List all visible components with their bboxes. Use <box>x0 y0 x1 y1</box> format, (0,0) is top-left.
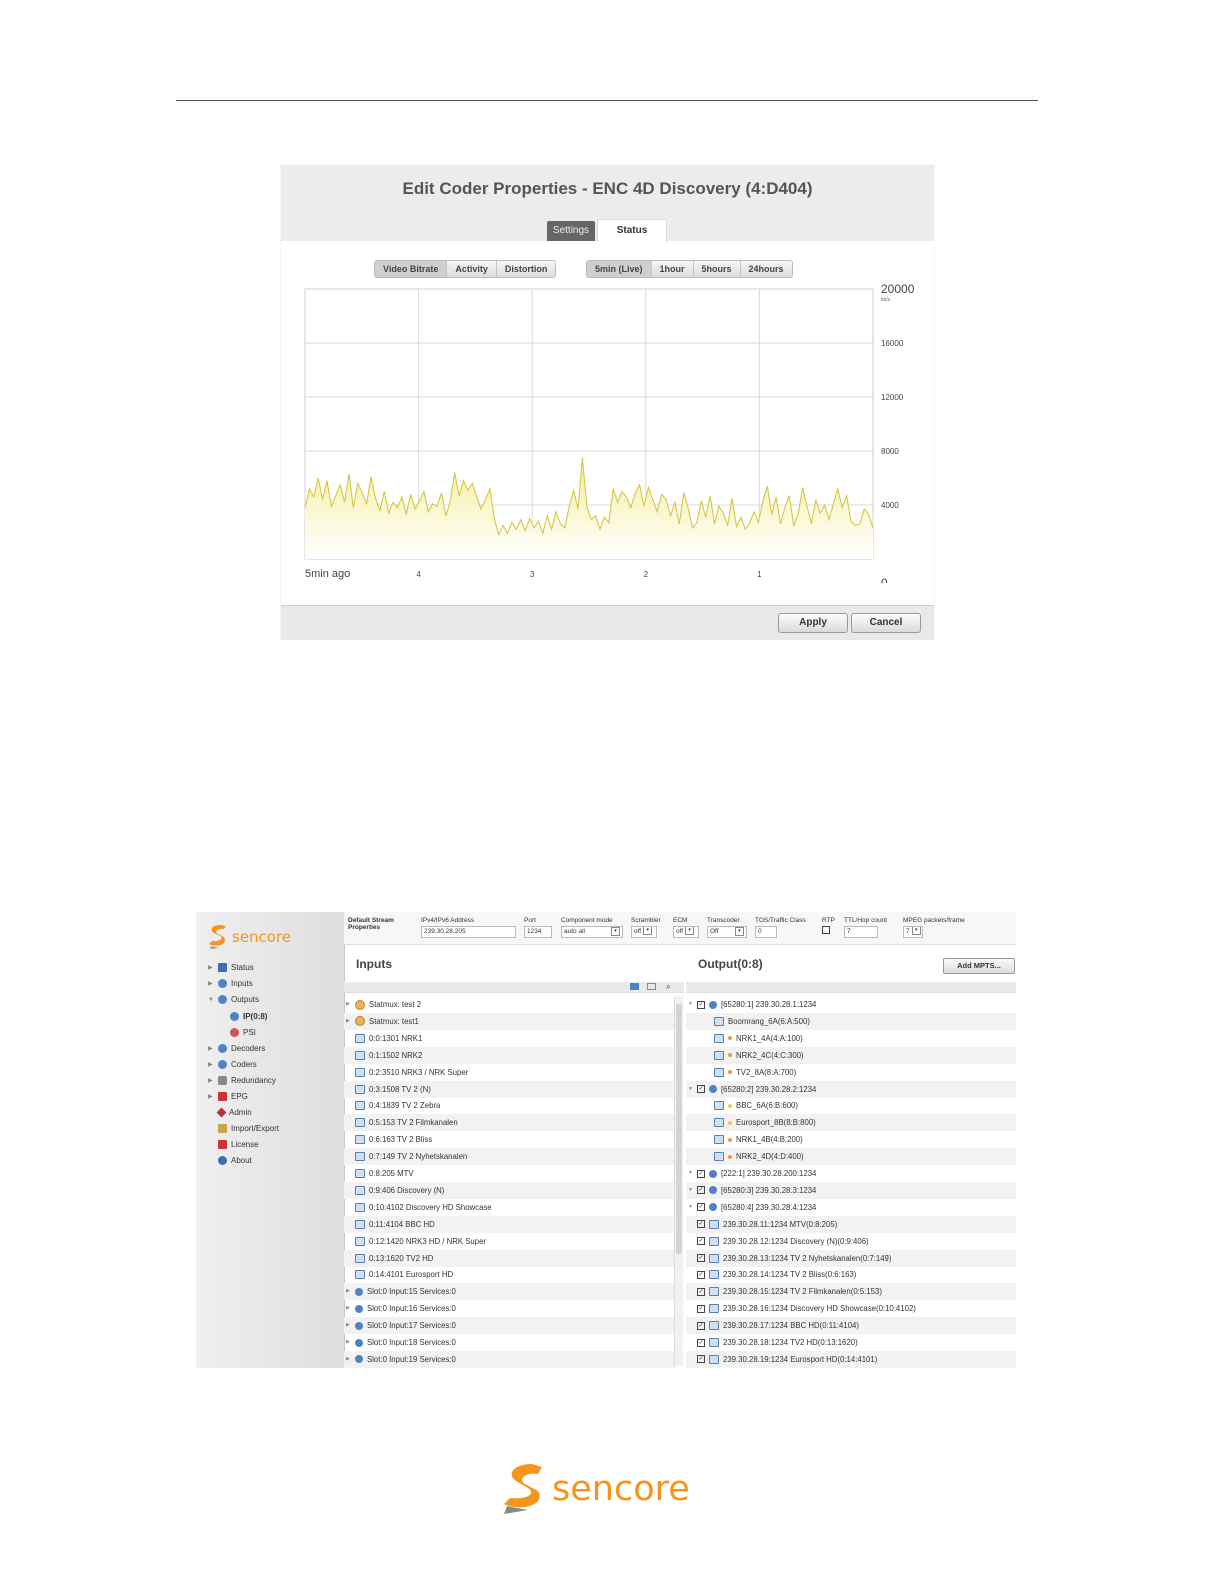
import-export-icon <box>218 1124 227 1133</box>
distortion-button[interactable]: Distortion <box>504 264 548 274</box>
edit-coder-dialog <box>281 165 934 639</box>
output-list-item[interactable] <box>686 1216 1016 1233</box>
output-list-label: NRK1_4A(4:A:100) <box>736 1033 803 1043</box>
input-list-label: 0:7:149 TV 2 Nyhetskanalen <box>369 1152 468 1162</box>
expand-arrow-icon[interactable]: ▼ <box>688 1203 693 1210</box>
input-list-item[interactable] <box>344 996 676 1013</box>
input-list-item[interactable] <box>344 1064 676 1081</box>
ip-label: IPv4/IPv6 Address <box>421 917 475 924</box>
tv-service-icon <box>355 1270 365 1279</box>
input-list-item[interactable] <box>344 1148 676 1165</box>
tv-service-icon <box>714 1135 724 1144</box>
ip-address-input[interactable]: 239.30.28.205 <box>421 926 516 938</box>
expand-arrow-icon[interactable]: ▶ <box>346 1017 350 1024</box>
input-slot-icon <box>355 1288 363 1296</box>
expand-arrow-icon[interactable]: ▶ <box>346 1288 350 1295</box>
ecm-label: ECM <box>673 917 688 924</box>
range-5min-button[interactable]: 5min (Live) <box>587 261 652 277</box>
dropdown-arrow-icon: ▾ <box>685 926 694 935</box>
expand-arrow-icon[interactable]: ▼ <box>688 1186 693 1193</box>
tv-service-icon <box>355 1101 365 1110</box>
scrambler-label: Scrambler <box>631 917 661 924</box>
rtp-label: RTP <box>822 917 835 924</box>
inputs-pane <box>344 952 684 1368</box>
y-tick-label: 8000 <box>881 447 899 456</box>
input-slot-icon <box>355 1339 363 1347</box>
transcoder-label: Transcoder <box>707 917 740 924</box>
nav-license[interactable]: License <box>208 1137 338 1152</box>
status-dot-icon <box>728 1036 732 1040</box>
tv-service-icon <box>355 1220 365 1229</box>
output-list-item[interactable] <box>686 1148 1016 1165</box>
output-list-label: 239.30.28.11:1234 MTV(0:8:205) <box>723 1219 838 1229</box>
output-list-label: 239.30.28.18:1234 TV2 HD(0:13:1620) <box>723 1338 858 1347</box>
output-checkbox[interactable]: ✓ <box>698 1221 704 1228</box>
component-mode-select[interactable]: auto all ▾ <box>561 926 623 938</box>
mpts-icon <box>709 1170 717 1178</box>
dropdown-arrow-icon: ▾ <box>611 927 620 936</box>
output-list-item[interactable] <box>686 1114 1016 1131</box>
output-list-label: [65280:1] 239.30.28.1:1234 <box>721 1000 817 1009</box>
input-list-label: 0:5:153 TV 2 Filmkanalen <box>369 1118 458 1128</box>
input-list-item[interactable] <box>344 1334 676 1351</box>
nav-decoders[interactable]: ▶ Decoders <box>208 1044 266 1053</box>
nav-psi[interactable]: PSI <box>230 1025 360 1040</box>
x-tick-label: 4 <box>416 570 421 579</box>
ttl-input[interactable]: 7 <box>844 926 878 938</box>
output-list-label: NRK2_4D(4:D:400) <box>736 1152 804 1162</box>
output-list-item[interactable] <box>686 1283 1016 1300</box>
output-list-item[interactable] <box>686 1317 1016 1334</box>
output-list-label: 239.30.28.17:1234 BBC HD(0:11:4104) <box>723 1321 859 1331</box>
expand-arrow-icon[interactable]: ▼ <box>688 1170 693 1176</box>
nav-about[interactable]: About <box>208 1153 338 1168</box>
output-list-label: TV2_8A(8:A:700) <box>736 1067 797 1077</box>
mpts-icon <box>709 1001 717 1009</box>
output-list-item[interactable] <box>686 996 1016 1013</box>
mpts-icon <box>709 1085 717 1093</box>
y-tick-label: 12000 <box>881 393 904 402</box>
expand-arrow-icon[interactable]: ▼ <box>688 1085 693 1092</box>
output-checkbox[interactable]: ✓ <box>698 1356 704 1363</box>
output-checkbox[interactable]: ✓ <box>698 1170 704 1177</box>
status-dot-icon <box>728 1121 732 1125</box>
nav-ip[interactable]: IP(0:8) <box>230 1009 360 1024</box>
tv-service-icon <box>355 1152 365 1161</box>
tv-service-icon <box>714 1051 724 1060</box>
nav-inputs[interactable]: ▶ Inputs <box>208 979 253 988</box>
nav-outputs[interactable]: ▼ Outputs <box>208 995 260 1004</box>
nav-redundancy[interactable]: ▶ Redundancy <box>208 1076 276 1085</box>
tv-service-icon <box>714 1034 724 1043</box>
input-list-item[interactable] <box>344 1351 676 1368</box>
bitrate-chart <box>301 283 921 583</box>
input-list-item[interactable] <box>344 1165 676 1182</box>
output-list-item[interactable] <box>686 1081 1016 1098</box>
nav-status[interactable]: ▶ Status <box>208 963 254 972</box>
input-list-label: 0:0:1301 NRK1 <box>369 1033 423 1043</box>
redundancy-icon <box>218 1076 227 1085</box>
output-checkbox[interactable]: ✓ <box>698 1305 704 1312</box>
status-dot-icon <box>728 1104 732 1108</box>
output-list-item[interactable] <box>686 1097 1016 1114</box>
input-list-item[interactable] <box>344 1233 676 1250</box>
tv-service-icon <box>714 1152 724 1161</box>
stream-properties-bar <box>344 912 1016 945</box>
output-checkbox[interactable]: ✓ <box>698 1288 704 1295</box>
input-list-label: 0:12:1420 NRK3 HD / NRK Super <box>369 1236 487 1246</box>
input-list-item[interactable] <box>344 1131 676 1148</box>
tv-service-icon <box>709 1220 719 1229</box>
input-slot-icon <box>355 1355 363 1363</box>
tab-settings[interactable]: Settings <box>547 221 595 241</box>
input-list-item[interactable] <box>344 1317 676 1334</box>
output-list-item[interactable] <box>686 1030 1016 1047</box>
mpts-icon <box>709 1203 717 1211</box>
output-list-item[interactable] <box>686 1165 1016 1182</box>
input-list-label: 0:6:163 TV 2 Bliss <box>369 1135 433 1145</box>
tv-service-icon <box>355 1051 365 1060</box>
tv-service-icon <box>714 1118 724 1127</box>
range-24hours-button[interactable]: 24hours <box>748 264 784 274</box>
input-list-item[interactable] <box>344 1283 676 1300</box>
tv-service-icon <box>355 1118 365 1127</box>
input-list-label: Statmux: test1 <box>369 1016 419 1026</box>
output-list-label: 239.30.28.14:1234 TV 2 Bliss(0:6:163) <box>723 1270 857 1280</box>
tv-service-icon <box>355 1034 365 1043</box>
tv-service-icon <box>355 1169 365 1178</box>
tv-service-icon <box>709 1338 719 1347</box>
dropdown-arrow-icon: ▾ <box>735 927 744 936</box>
tv-service-icon <box>355 1186 365 1195</box>
y-axis-unit: kb/s <box>881 297 891 303</box>
output-checkbox[interactable]: ✓ <box>698 1255 704 1261</box>
output-checkbox[interactable]: ✓ <box>698 1086 704 1092</box>
output-list-label: [65280:4] 239.30.28.4:1234 <box>721 1202 817 1212</box>
output-list-label: 239.30.28.16:1234 Discovery HD Showcase(0:10:4102) <box>723 1304 916 1314</box>
output-list-item[interactable] <box>686 1013 1016 1030</box>
ip-icon <box>230 1012 239 1021</box>
tv-service-icon <box>709 1254 719 1263</box>
output-list-item[interactable] <box>686 1351 1016 1368</box>
output-list-label: [222:1] 239.30.28.200:1234 <box>721 1169 817 1178</box>
license-icon <box>218 1140 227 1149</box>
x-tick-label: 5min ago <box>305 568 351 580</box>
tv-service-icon <box>709 1270 719 1279</box>
output-checkbox[interactable]: ✓ <box>698 1238 704 1245</box>
input-list-label: 0:1:1502 NRK2 <box>369 1050 423 1060</box>
about-icon <box>218 1156 227 1165</box>
tv-service-icon <box>355 1135 365 1144</box>
output-list-item[interactable] <box>686 1266 1016 1283</box>
input-list-item[interactable] <box>344 1114 676 1131</box>
outputs-title: Output(0:8) <box>698 957 763 971</box>
tv-service-icon <box>709 1321 719 1330</box>
status-dot-icon <box>728 1070 732 1074</box>
output-checkbox[interactable]: ✓ <box>698 1187 704 1194</box>
input-slot-icon <box>355 1305 363 1313</box>
output-checkbox[interactable]: ✓ <box>698 1271 704 1278</box>
input-list-label: 0:8:205 MTV <box>369 1169 414 1178</box>
output-list-label: [65280:2] 239.30.28.2:1234 <box>721 1084 817 1094</box>
output-list-item[interactable] <box>686 1199 1016 1216</box>
collapse-icon[interactable] <box>647 983 656 990</box>
output-list-item[interactable] <box>686 1047 1016 1064</box>
sencore-logo-small <box>206 922 306 952</box>
range-1hour-button[interactable]: 1hour <box>652 261 694 277</box>
dropdown-arrow-icon: ▾ <box>912 926 921 935</box>
output-checkbox[interactable]: ✓ <box>698 1001 704 1008</box>
input-list-label: 0:9:406 Discovery (N) <box>369 1185 445 1195</box>
input-list-label: Slot:0 Input:17 Services:0 <box>367 1321 456 1331</box>
tv-service-icon <box>355 1237 365 1246</box>
expand-arrow-icon[interactable]: ▶ <box>346 1339 350 1345</box>
inputs-icon <box>218 979 227 988</box>
tv-service-icon <box>355 1068 365 1077</box>
logo-small-text: sencore <box>232 928 292 946</box>
dialog-header <box>281 165 934 241</box>
output-list-item[interactable] <box>686 1182 1016 1199</box>
apply-button[interactable]: Apply <box>778 613 848 633</box>
coders-icon <box>218 1060 227 1069</box>
dialog-footer <box>281 605 934 640</box>
activity-button[interactable]: Activity <box>447 261 497 277</box>
input-list-label: 0:14:4101 Eurosport HD <box>369 1270 454 1280</box>
inputs-title: Inputs <box>356 957 392 971</box>
input-list-label: Slot:0 Input:16 Services:0 <box>367 1304 456 1314</box>
expand-arrow-icon[interactable]: ▶ <box>346 1001 350 1007</box>
header-rule <box>176 100 1038 101</box>
input-list-label: 0:13:1620 TV2 HD <box>369 1253 434 1263</box>
output-list-label: 239.30.28.13:1234 TV 2 Nyhetskanalen(0:7:149) <box>723 1253 892 1263</box>
tv-service-icon <box>714 1068 724 1077</box>
outputs-toolbar <box>686 982 1016 993</box>
output-list-item[interactable] <box>686 1334 1016 1351</box>
input-list-label: 0:10:4102 Discovery HD Showcase <box>369 1202 492 1212</box>
output-list-label: Boomrang_6A(6:A:500) <box>728 1016 810 1026</box>
input-list-item[interactable] <box>344 1216 676 1233</box>
tab-status[interactable]: Status <box>597 219 667 242</box>
transcoder-select[interactable]: Off ▾ <box>707 926 747 938</box>
input-list-item[interactable] <box>344 1097 676 1114</box>
nav-admin[interactable]: Admin <box>208 1105 338 1120</box>
output-list-label: Eurosport_8B(8:B:800) <box>736 1118 816 1128</box>
stream-properties-title: Default Stream Properties <box>348 917 394 931</box>
input-list-item[interactable] <box>344 1300 676 1317</box>
tv-service-icon <box>714 1101 724 1110</box>
y-tick-label: 16000 <box>881 339 904 348</box>
range-button-group <box>586 260 793 278</box>
mpts-icon <box>709 1186 717 1194</box>
statmux-icon <box>355 1016 365 1026</box>
expand-arrow-icon[interactable]: ▼ <box>688 1001 693 1007</box>
sidebar <box>196 912 345 1368</box>
input-list-label: Statmux: test 2 <box>369 1000 422 1009</box>
input-list-label: 0:4:1839 TV 2 Zebra <box>369 1101 441 1111</box>
outputs-icon <box>218 995 227 1004</box>
output-list-label: 239.30.28.19:1234 Eurosport HD(0:14:4101) <box>723 1354 878 1364</box>
input-list-item[interactable] <box>344 1266 676 1283</box>
input-slot-icon <box>355 1322 363 1330</box>
x-tick-label: 2 <box>643 570 649 579</box>
input-list-label: Slot:0 Input:15 Services:0 <box>367 1287 456 1297</box>
inputs-scrollbar[interactable] <box>674 996 683 1366</box>
search-icon[interactable]: ⌕ <box>666 982 671 991</box>
output-list-label: NRK1_4B(4:B:200) <box>736 1135 803 1145</box>
tv-service-icon <box>709 1237 719 1246</box>
nav-epg[interactable]: ▶ EPG <box>208 1092 248 1101</box>
input-list-label: Slot:0 Input:18 Services:0 <box>367 1338 456 1347</box>
statmux-icon <box>355 1000 365 1010</box>
scrambler-select[interactable]: off ▾ <box>631 926 657 938</box>
dropdown-arrow-icon: ▾ <box>643 926 652 935</box>
input-list-item[interactable] <box>344 1182 676 1199</box>
ecm-select[interactable]: off ▾ <box>673 926 699 938</box>
output-list-label: NRK2_4C(4:C:300) <box>736 1050 804 1060</box>
output-list-item[interactable] <box>686 1250 1016 1267</box>
dialog-title: Edit Coder Properties - ENC 4D Discovery (4:D404) <box>402 179 813 198</box>
inputs-toolbar <box>344 982 684 993</box>
range-5hours-button[interactable]: 5hours <box>694 261 741 277</box>
tv-service-icon <box>355 1254 365 1263</box>
x-tick-label: 3 <box>529 570 535 579</box>
input-list-label: 0:11:4104 BBC HD <box>369 1219 435 1229</box>
y-tick-label: 20000 <box>881 283 915 296</box>
tv-service-icon <box>355 1203 365 1212</box>
input-list-item[interactable] <box>344 1199 676 1216</box>
y-tick-label: 0 <box>881 576 888 583</box>
input-list-item[interactable] <box>344 1250 676 1267</box>
footer-logo-text: sencore <box>552 1469 690 1509</box>
decoders-icon <box>218 1044 227 1053</box>
output-list-item[interactable] <box>686 1064 1016 1081</box>
output-list-item[interactable] <box>686 1131 1016 1148</box>
status-icon <box>218 963 227 972</box>
video-bitrate-button[interactable]: Video Bitrate <box>375 261 447 277</box>
port-label: Port <box>524 917 536 924</box>
output-list-item[interactable] <box>686 1300 1016 1317</box>
admin-icon <box>217 1108 227 1118</box>
tv-service-icon <box>714 1017 724 1026</box>
cancel-button[interactable]: Cancel <box>851 613 921 633</box>
output-list-item[interactable] <box>686 1233 1016 1250</box>
rtp-checkbox[interactable] <box>822 926 830 934</box>
input-list-item[interactable] <box>344 1047 676 1064</box>
input-list-item[interactable] <box>344 1013 676 1030</box>
tv-service-icon <box>709 1304 719 1313</box>
sencore-logo-footer <box>498 1460 718 1523</box>
ttl-label: TTL/Hop count <box>844 917 887 924</box>
output-checkbox[interactable]: ✓ <box>698 1322 704 1329</box>
tv-service-icon <box>355 1085 365 1094</box>
tos-label: TOS/Traffic Class <box>755 917 806 924</box>
status-dot-icon <box>728 1155 732 1159</box>
port-input[interactable]: 1234 <box>524 926 552 938</box>
mpeg-label: MPEG packets/frame <box>903 917 965 924</box>
output-checkbox[interactable]: ✓ <box>698 1339 704 1346</box>
y-tick-label: 4000 <box>881 501 899 510</box>
nav-import-export[interactable]: Import/Export <box>208 1121 338 1136</box>
input-list-item[interactable] <box>344 1081 676 1098</box>
input-list-label: 0:3:1508 TV 2 (N) <box>369 1084 431 1094</box>
status-dot-icon <box>728 1138 732 1142</box>
tos-input[interactable]: 0 <box>755 926 777 938</box>
sencore-app-window <box>196 912 1016 1368</box>
output-list-label: BBC_6A(6:B:600) <box>736 1101 798 1111</box>
outputs-pane <box>686 952 1016 1368</box>
input-list-label: 0:2:3510 NRK3 / NRK Super <box>369 1067 469 1077</box>
expand-arrow-icon[interactable]: ▶ <box>346 1322 350 1329</box>
epg-icon <box>218 1092 227 1101</box>
mpeg-packets-select[interactable]: 7 ▾ <box>903 926 923 938</box>
expand-arrow-icon[interactable]: ▶ <box>346 1355 350 1362</box>
nav-coders[interactable]: ▶ Coders <box>208 1060 257 1069</box>
input-tool-icon[interactable] <box>630 983 639 990</box>
component-label: Component mode <box>561 917 613 924</box>
expand-arrow-icon[interactable]: ▶ <box>346 1305 350 1312</box>
tv-service-icon <box>709 1287 719 1296</box>
status-dot-icon <box>728 1053 732 1057</box>
add-mpts-button[interactable]: Add MPTS... <box>943 958 1015 974</box>
psi-icon <box>230 1028 239 1037</box>
x-tick-label: 1 <box>757 570 762 579</box>
input-list-item[interactable] <box>344 1030 676 1047</box>
tv-service-icon <box>709 1355 719 1364</box>
output-list-label: 239.30.28.15:1234 TV 2 Filmkanalen(0:5:153) <box>723 1287 882 1297</box>
bitrate-chart-svg <box>301 283 921 583</box>
output-list-label: 239.30.28.12:1234 Discovery (N)(0:9:406) <box>723 1236 869 1246</box>
input-list-label: Slot:0 Input:19 Services:0 <box>367 1354 456 1364</box>
metric-button-group <box>374 260 556 278</box>
output-list-label: [65280:3] 239.30.28.3:1234 <box>721 1185 817 1195</box>
output-checkbox[interactable]: ✓ <box>698 1204 704 1211</box>
